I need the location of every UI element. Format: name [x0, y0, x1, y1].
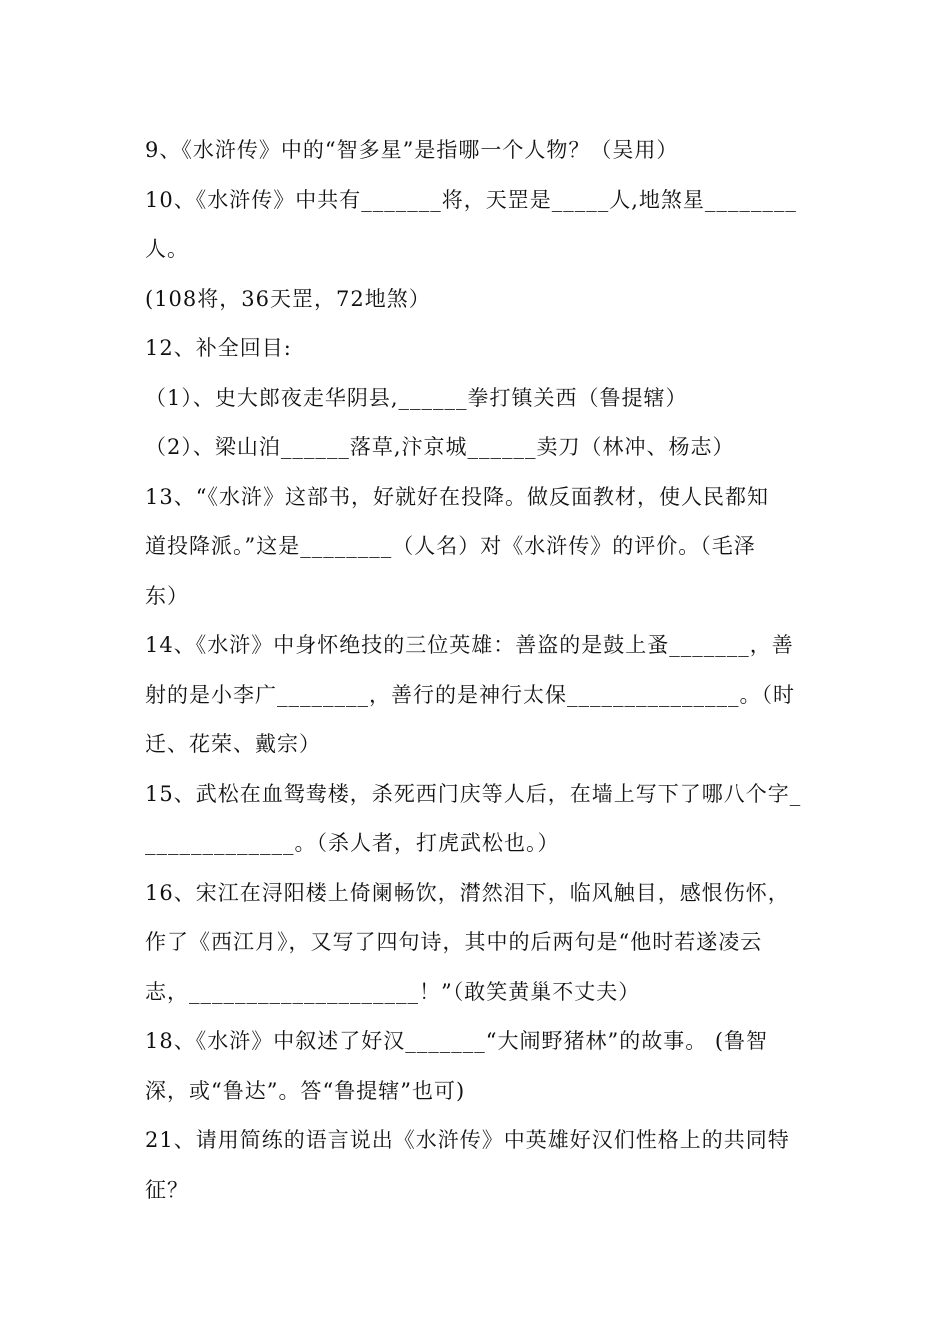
text-line: 15、武松在血鸳鸯楼，杀死西门庆等人后，在墙上写下了哪八个字_: [145, 781, 802, 806]
text-line: _____________。（杀人者，打虎武松也。）: [145, 831, 560, 855]
text-line: 迁、花荣、戴宗）: [145, 732, 321, 756]
text-line: 人。: [145, 237, 189, 261]
text-line: 深，或“鲁达”。答“鲁提辖”也可): [145, 1078, 466, 1103]
text-line: 21、请用简练的语言说出《水浒传》中英雄好汉们性格上的共同特: [145, 1128, 790, 1152]
text-line: 18、《水浒》中叙述了好汉_______“大闹野猪林”的故事。 (鲁智: [145, 1029, 769, 1053]
text-line: 东）: [145, 583, 189, 608]
text-line: 9、《水浒传》中的“智多星”是指哪一个人物？（吴用）: [145, 138, 679, 162]
text-line: 13、“《水浒》这部书，好就好在投降。做反面教材，使人民都知: [145, 484, 769, 509]
text-line: （1）、史大郎夜走华阴县,______拳打镇关西（鲁提辖）: [145, 385, 688, 410]
text-line: （2）、梁山泊______落草,汴京城______卖刀（林冲、杨志）: [145, 435, 735, 459]
text-line: 10、《水浒传》中共有_______将，天罡是_____人,地煞星________: [145, 187, 797, 212]
text-line: (108将，36天罡，72地煞）: [145, 286, 431, 311]
text-line: 道投降派。”这是________（人名）对《水浒传》的评价。（毛泽: [145, 534, 756, 558]
text-line: 征？: [145, 1177, 189, 1202]
text-line: 射的是小李广________，善行的是神行太保_______________。（时: [145, 682, 795, 707]
text-line: 志，____________________！”（敢笑黄巢不丈夫）: [145, 979, 641, 1004]
text-line: 12、补全回目:: [145, 336, 292, 360]
document-body: [145, 126, 810, 1215]
text-line: 14、《水浒》中身怀绝技的三位英雄：善盗的是鼓上蚤_______，善: [145, 633, 794, 657]
text-line: 16、宋江在浔阳楼上倚阑畅饮，潸然泪下，临风触目，感恨伤怀，: [145, 880, 790, 905]
text-line: 作了《西江月》，又写了四句诗，其中的后两句是“他时若遂凌云: [145, 930, 763, 954]
